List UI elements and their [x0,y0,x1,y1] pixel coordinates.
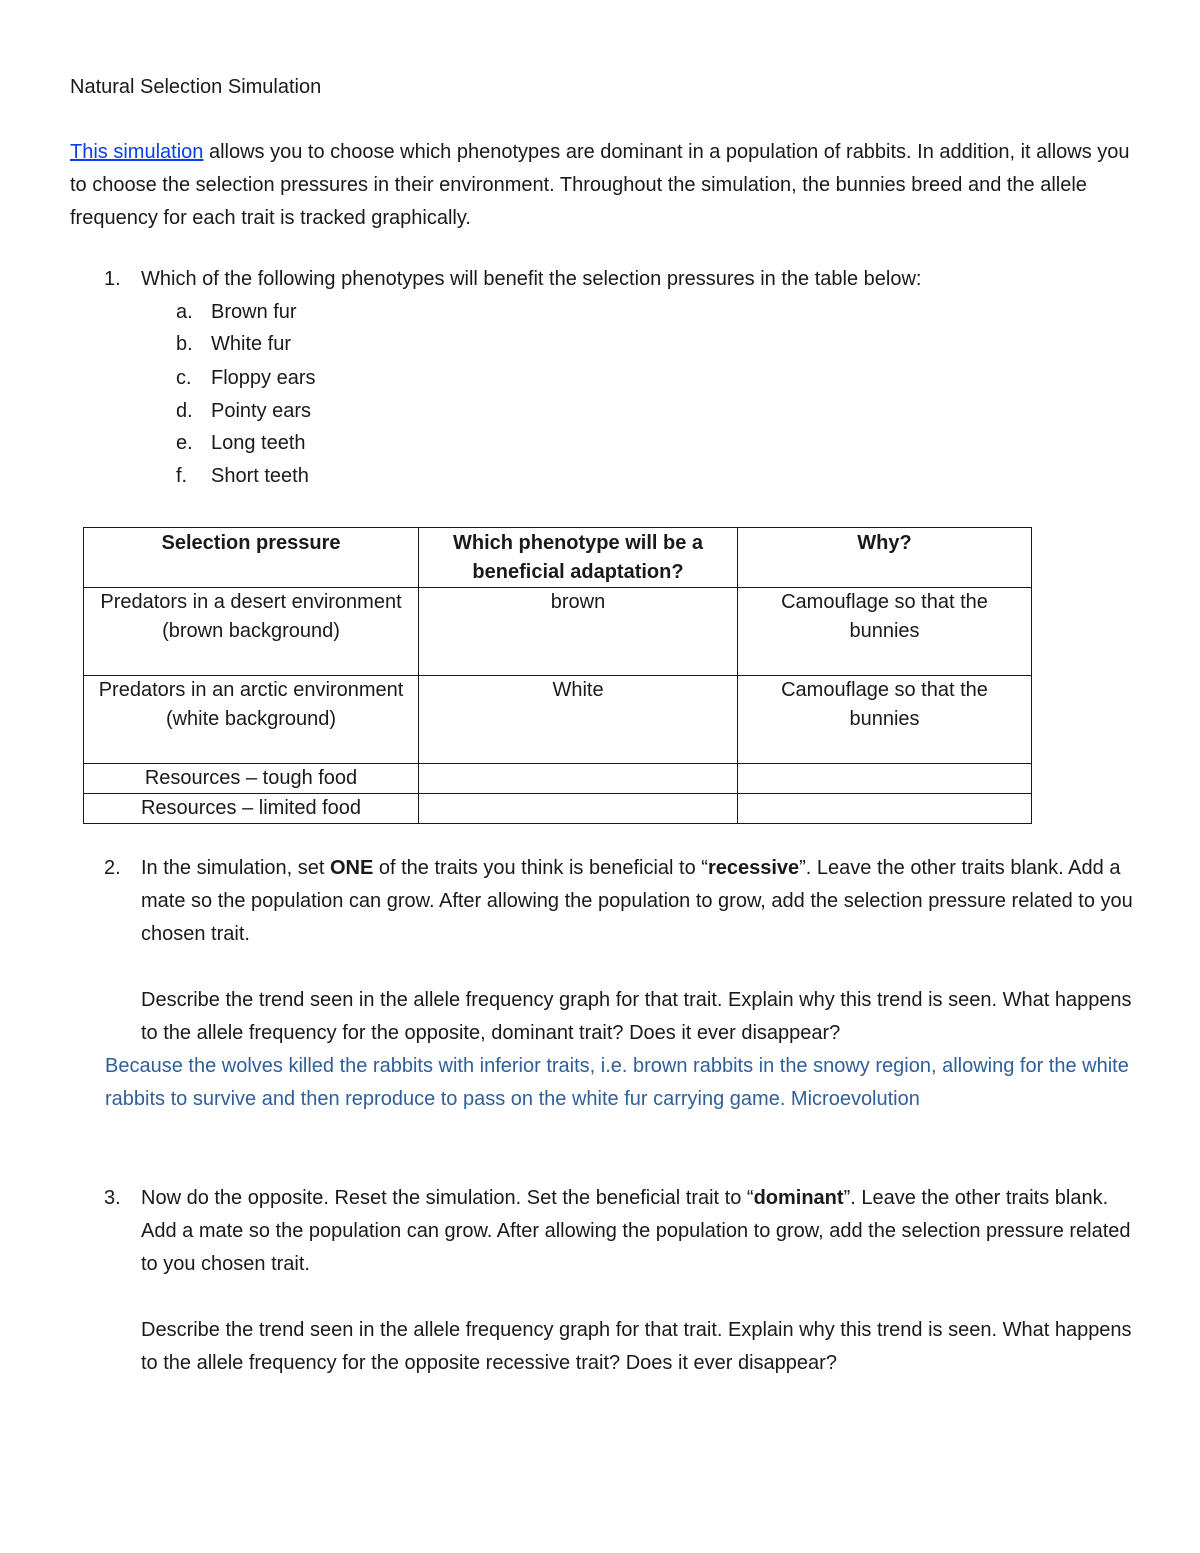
q2-keyword-recessive: recessive [707,857,800,879]
q1-option-letter: c. [176,367,192,389]
table-row [84,764,1032,794]
header-phenotype: Which phenotype will be a beneficial adaptation? [419,528,738,588]
document-title: Natural Selection Simulation [70,76,322,98]
table-row [84,794,1032,824]
simulation-link[interactable]: This simulation [70,141,204,163]
intro-paragraph [70,136,1140,235]
table-cell-phenotype[interactable] [419,764,738,794]
table-row [84,676,1032,764]
q1-option-short-teeth: Short teeth [211,465,309,487]
q3-text-part: ”. Leave the other traits blank. Add a mate so the population can grow. After allowing the population to grow, add the selection pressure related to you chosen trait. [141,1187,1131,1275]
q3-number: 3. [104,1187,121,1209]
q1-option-letter: e. [176,432,193,454]
q1-option-letter: f. [176,465,188,487]
q1-number: 1. [104,268,121,290]
selection-pressure-table [83,527,1032,824]
intro-text: allows you to choose which phenotypes are dominant in a population of rabbits. In addition, it allows you to choose the selection pressures in their environment. Throughout the simulation, the bunnies breed and the allele frequency for each trait is tracked graphically. [70,141,1130,229]
q1-option-pointy-ears: Pointy ears [211,400,312,422]
q2-text-part: ”. Leave the other traits blank. Add a mate so the population can grow. After allowing the population to grow, add the selection pressure related to you chosen trait. [141,857,1133,945]
q2-describe-prompt: Describe the trend seen in the allele frequency graph for that trait. Explain why this trend is seen. What happens to the allele frequency for the opposite, dominant trait? Does it ever disappear? [141,989,1132,1044]
q3-keyword-dominant: dominant [753,1187,844,1209]
q1-option-letter: a. [176,301,193,323]
header-selection-pressure: Selection pressure [84,528,419,588]
q3-text [141,1182,1141,1281]
q1-option-letter: b. [176,333,193,355]
q3-text-part: Now do the opposite. Reset the simulation. Set the beneficial trait to “ [141,1187,754,1209]
header-why: Why? [738,528,1032,588]
table-header-row [84,528,1032,588]
q2-number: 2. [104,857,121,879]
table-row [84,588,1032,676]
table-cell-pressure: Predators in a desert environment (brown background) [84,588,419,676]
q2-answer-text[interactable]: Because the wolves killed the rabbits with inferior traits, i.e. brown rabbits in the snowy region, allowing for the white rabbits to survive and then reproduce to pass on the white fur carrying game. Microevolution [105,1055,1129,1110]
q2-text [141,852,1141,951]
q2-text-part: of the traits you think is beneficial to “ [373,857,708,879]
table-cell-phenotype[interactable]: White [419,676,738,764]
q1-option-long-teeth: Long teeth [211,432,306,454]
table-cell-phenotype[interactable]: brown [419,588,738,676]
table-cell-why[interactable] [738,764,1032,794]
table-cell-why[interactable]: Camouflage so that the bunnies [738,676,1032,764]
q2-keyword-one: ONE [329,857,374,879]
table-cell-pressure: Resources – limited food [84,794,419,824]
table-cell-pressure: Predators in an arctic environment (white background) [84,676,419,764]
q1-option-white-fur: White fur [211,333,292,355]
table-cell-phenotype[interactable] [419,794,738,824]
q2-text-part: In the simulation, set [141,857,330,879]
q1-option-floppy-ears: Floppy ears [211,367,316,389]
q1-option-letter: d. [176,400,193,422]
q3-describe-prompt: Describe the trend seen in the allele frequency graph for that trait. Explain why this trend is seen. What happens to the allele frequency for the opposite recessive trait? Does it ever disappear? [141,1319,1132,1374]
table-cell-pressure: Resources – tough food [84,764,419,794]
q1-option-brown-fur: Brown fur [211,301,297,323]
table-cell-why[interactable] [738,794,1032,824]
table-cell-why[interactable]: Camouflage so that the bunnies [738,588,1032,676]
q1-text: Which of the following phenotypes will benefit the selection pressures in the table below: [141,268,922,290]
